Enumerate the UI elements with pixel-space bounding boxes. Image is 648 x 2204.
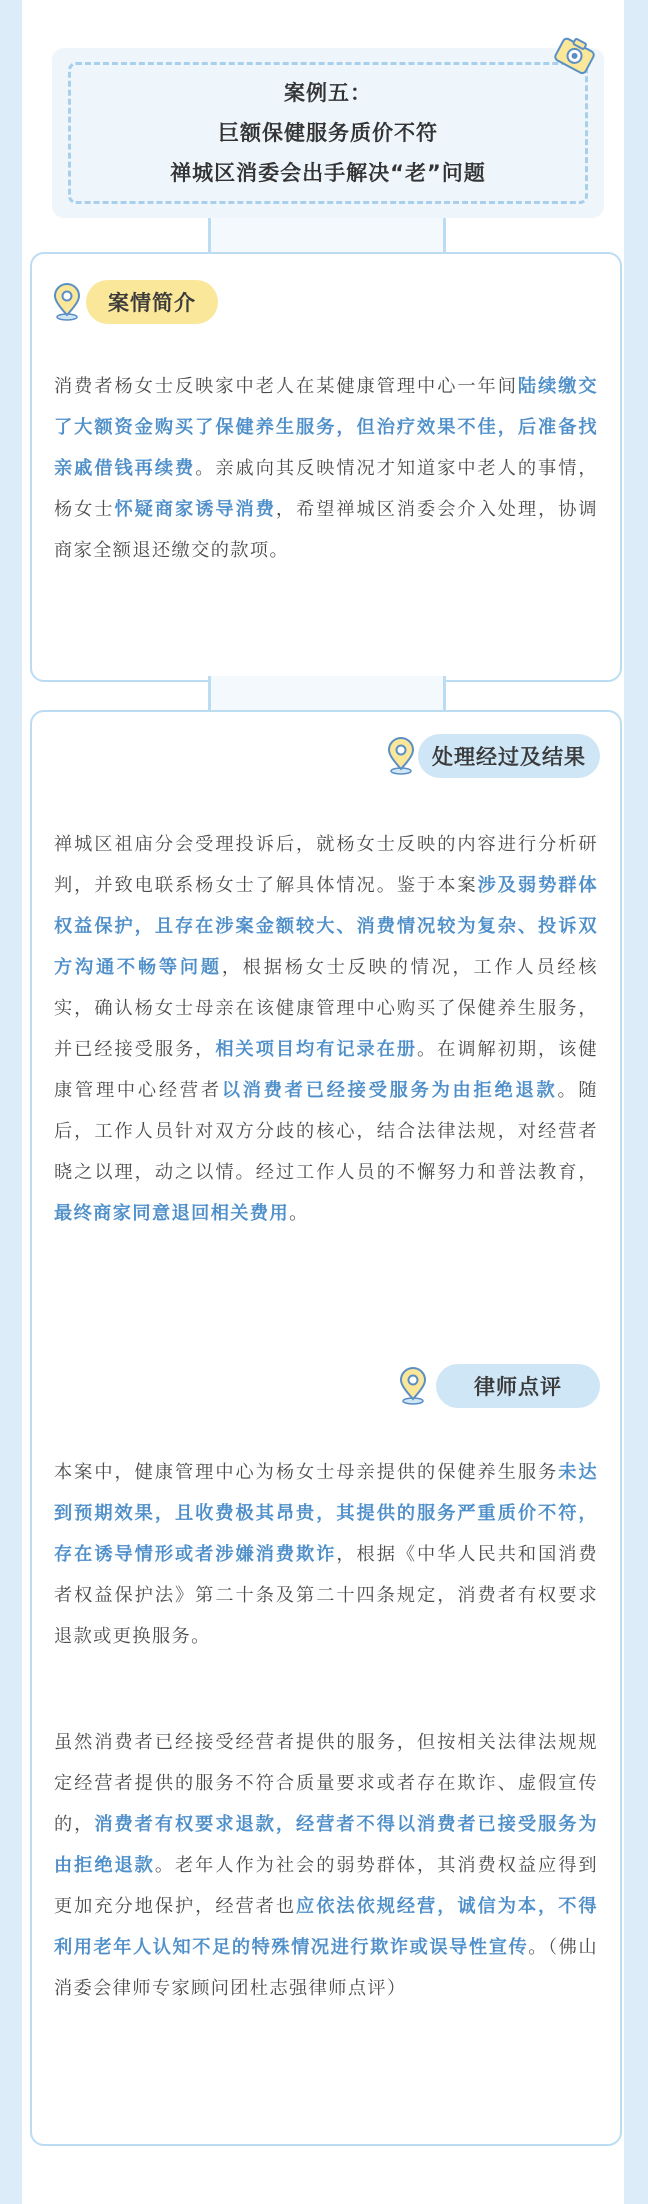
connector — [208, 218, 446, 254]
lawyer-paragraph-2 — [54, 1722, 598, 2009]
lawyer-paragraph-1 — [54, 1452, 598, 1657]
connector — [208, 676, 446, 712]
lawyer-title: 律师点评 — [436, 1364, 600, 1408]
body-text: 本案中，健康管理中心为杨女士母亲提供的保健养生服务 — [54, 1462, 559, 1483]
case-title-frame — [68, 62, 588, 204]
body-text: 。随后，工作人员针对双方分歧的核心，结合法律法规，对经营者晓之以理，动之以情。经过工作人员的不懈努力和普法教育， — [54, 1080, 599, 1183]
body-text: ，希望禅城区消委会介入处理，协调商家全额退还缴交的款项。 — [54, 499, 599, 561]
location-pin-icon — [398, 1367, 428, 1405]
location-pin-icon — [52, 283, 82, 321]
body-text: ，根据《中华人民共和国消费者权益保护法》第二十条及第二十四条规定，消费者有权要求退款或更换服务。 — [54, 1544, 598, 1647]
body-text: 。老年人作为社会的弱势群体，其消费权益应得到更加充分地保护，经营者也 — [54, 1855, 598, 1917]
highlighted-text: 涉及弱势群体权益保护，且存在涉案金额较大、消费情况较为复杂、投诉双方沟通不畅等问题 — [54, 875, 598, 978]
process-card — [30, 710, 622, 2146]
location-pin-icon — [386, 737, 416, 775]
highlighted-text: 应依法依规经营，诚信为本，不得利用老年人认知不足的特殊情况进行欺诈或误导性宣传 — [54, 1896, 598, 1958]
body-text: 。在调解初期，该健康管理中心经营者 — [54, 1039, 598, 1101]
intro-paragraph — [54, 366, 598, 571]
body-text: 。 — [289, 1203, 309, 1224]
intro-card — [30, 252, 622, 682]
process-heading — [386, 734, 600, 778]
highlighted-text: 消费者有权要求退款，经营者不得以消费者已接受服务为由拒绝退款 — [54, 1814, 598, 1876]
highlighted-text: 以消费者已经接受服务为由拒绝退款 — [221, 1080, 558, 1101]
case-number: 案例五： — [284, 81, 372, 105]
body-text: 。（佛山消委会律师专家顾问团杜志强律师点评） — [54, 1937, 598, 1999]
highlighted-text: 怀疑商家诱导消费 — [114, 499, 276, 520]
body-text: 虽然消费者已经接受经营者提供的服务，但按相关法律法规规定经营者提供的服务不符合质量要求或者存在欺诈、虚假宣传的， — [54, 1732, 598, 1835]
body-text: 消费者杨女士反映家中老人在某健康管理中心一年间 — [54, 376, 518, 397]
highlighted-text: 未达到预期效果，且收费极其昂贵，其提供的服务严重质价不符，存在诱导情形或者涉嫌消费欺诈 — [54, 1462, 598, 1565]
body-text: ，根据杨女士反映的情况，工作人员经核实，确认杨女士母亲在该健康管理中心购买了保健养生服务，并已经接受服务， — [54, 957, 598, 1060]
intro-title: 案情简介 — [86, 280, 218, 324]
camera-icon — [552, 34, 598, 76]
lawyer-heading — [398, 1364, 600, 1408]
highlighted-text: 陆续缴交了大额资金购买了保健养生服务，但治疗效果不佳，后准备找亲戚借钱再续费 — [54, 376, 599, 479]
body-text: 。亲戚向其反映情况才知道家中老人的事情，杨女士 — [54, 458, 598, 520]
case-title-card — [52, 48, 604, 218]
highlighted-text: 最终商家同意退回相关费用 — [54, 1203, 290, 1224]
body-text: 禅城区祖庙分会受理投诉后，就杨女士反映的内容进行分析研判，并致电联系杨女士了解具体情况。鉴于本案 — [54, 834, 598, 896]
case-subheadline: 禅城区消委会出手解决“老”问题 — [170, 161, 486, 185]
process-title: 处理经过及结果 — [418, 734, 600, 778]
process-paragraph — [54, 824, 598, 1234]
intro-heading — [52, 280, 218, 324]
case-headline: 巨额保健服务质价不符 — [218, 121, 438, 145]
highlighted-text: 相关项目均有记录在册 — [215, 1039, 418, 1060]
